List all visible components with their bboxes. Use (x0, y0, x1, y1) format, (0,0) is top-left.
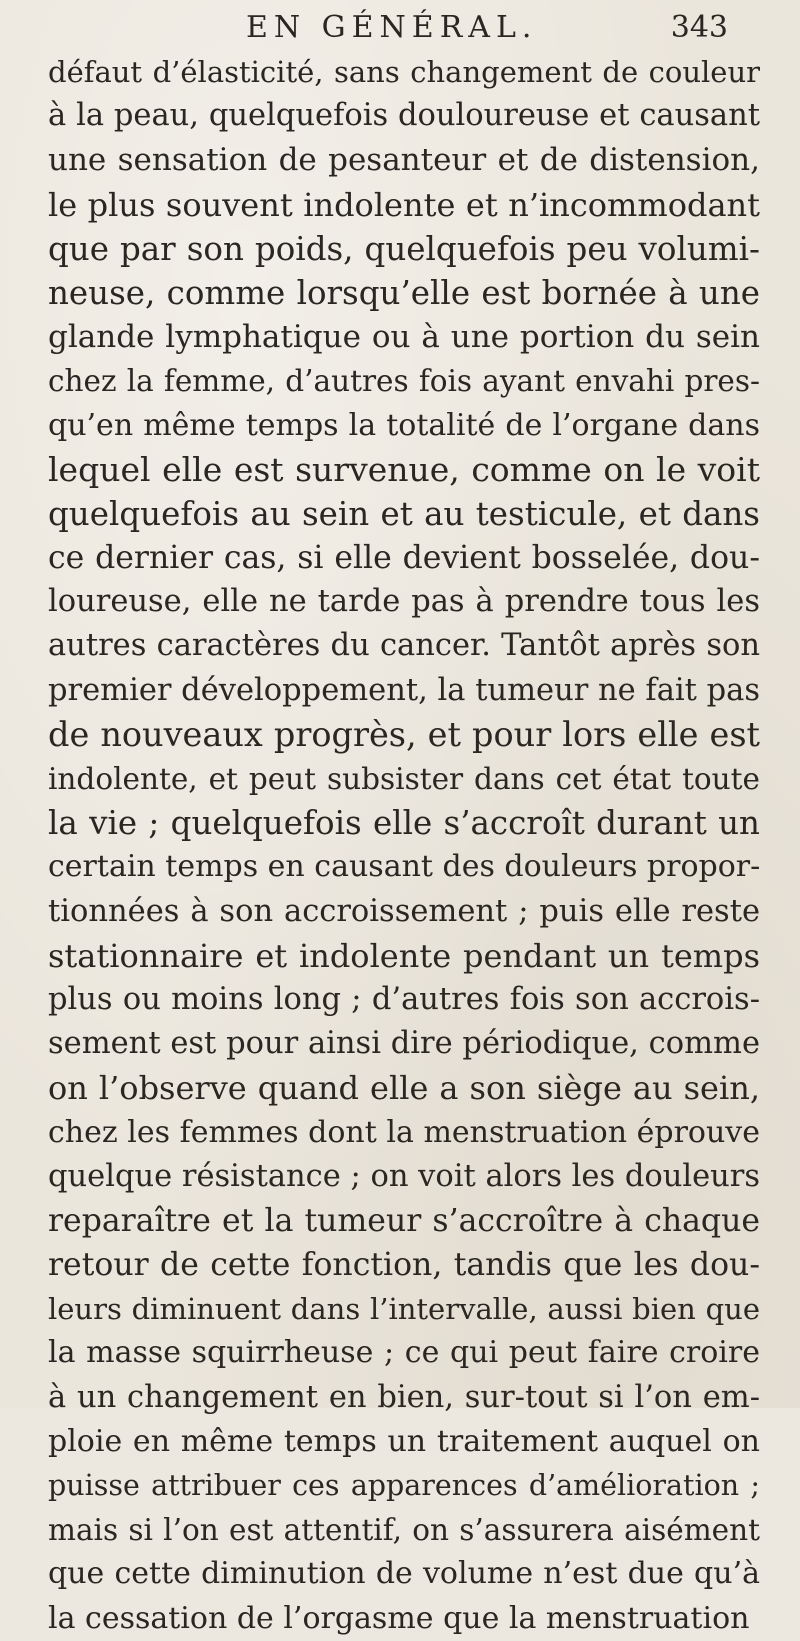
text-line: glande lymphatique ou à une portion du sein (48, 319, 760, 356)
text-line: autres caractères du cancer. Tantôt après son (48, 628, 760, 664)
text-line: défaut d’élasticité, sans changement de couleur (48, 55, 760, 89)
text-line: la vie ; quelquefois elle s’accroît durant un (48, 804, 760, 843)
text-line: premier développement, la tumeur ne fait pas (48, 672, 760, 708)
text-line: que par son poids, quelquefois peu volumi- (48, 229, 760, 268)
text-line: ploie en même temps un traitement auquel on (48, 1423, 760, 1459)
text-line: sement est pour ainsi dire périodique, comme (48, 1026, 760, 1062)
text-line: plus ou moins long ; d’autres fois son accrois- (48, 981, 760, 1017)
text-line: reparaître et la tumeur s’accroître à chaque (48, 1202, 760, 1239)
text-line: lequel elle est survenue, comme on le voit (48, 449, 760, 489)
text-line: quelque résistance ; on voit alors les douleurs (48, 1158, 760, 1194)
body-text (48, 50, 760, 1641)
text-line: que cette diminution de volume n’est due qu’à (48, 1556, 760, 1592)
running-title: EN GÉNÉRAL. (246, 10, 538, 45)
text-line: chez la femme, d’autres fois ayant envahi pres- (48, 364, 760, 399)
text-line: certain temps en causant des douleurs propor- (48, 849, 760, 885)
text-line: la cessation de l’orgasme que la menstruation (48, 1600, 750, 1636)
text-line: le plus souvent indolente et n’incommodant (48, 185, 760, 224)
text-line: puisse attribuer ces apparences d’amélioration ; (48, 1469, 760, 1502)
text-line: la masse squirrheuse ; ce qui peut faire croire (48, 1335, 760, 1371)
text-line: de nouveaux progrès, et pour lors elle est (48, 714, 760, 754)
text-line: ce dernier cas, si elle devient bosselée, dou- (48, 540, 760, 577)
text-line: à la peau, quelquefois douloureuse et causant (48, 98, 760, 134)
text-line: on l’observe quand elle a son siège au sein, (48, 1069, 760, 1108)
running-head (48, 10, 760, 50)
text-line: stationnaire et indolente pendant un temps (48, 936, 760, 975)
text-line: à un changement en bien, sur-tout si l’on em- (48, 1379, 760, 1415)
text-line: tionnées à son accroissement ; puis elle reste (48, 893, 760, 929)
text-line: mais si l’on est attentif, on s’assurera aisément (48, 1513, 760, 1548)
text-line: leurs diminuent dans l’intervalle, aussi bien que (48, 1292, 760, 1327)
text-line: chez les femmes dont la menstruation éprouve (48, 1114, 760, 1150)
text-line: neuse, comme lorsqu’elle est bornée à une (48, 273, 760, 312)
text-line: indolente, et peut subsister dans cet état toute (48, 762, 760, 796)
page-number: 343 (670, 10, 728, 45)
text-line: loureuse, elle ne tarde pas à prendre tous les (48, 584, 760, 620)
text-line: une sensation de pesanteur et de distension, (48, 142, 760, 179)
text-line: qu’en même temps la totalité de l’organe dans (48, 407, 760, 443)
text-line: quelquefois au sein et au testicule, et dans (48, 494, 760, 533)
text-line: retour de cette fonction, tandis que les dou- (48, 1247, 760, 1284)
